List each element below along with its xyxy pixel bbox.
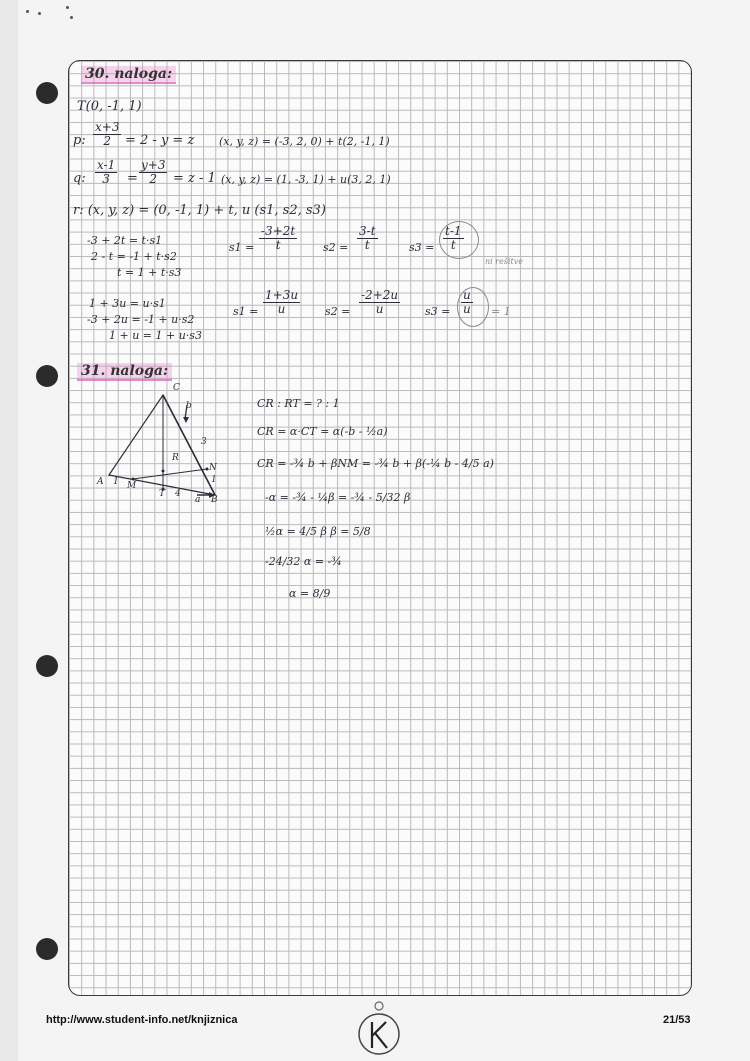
fraction-numerator: -2+2u <box>361 288 399 302</box>
line-p-equation: = 2 - y = z <box>125 133 195 148</box>
system2-row1: 1 + 3u = u·s1 <box>89 297 166 310</box>
vertex-b-label: B <box>211 495 218 505</box>
s1-label-b: s1 = <box>233 305 259 318</box>
line-q-fraction-x <box>95 159 117 186</box>
fraction-numerator: -3+2t <box>261 224 296 238</box>
binder-hole <box>36 365 58 387</box>
system1-row3: t = 1 + t·s3 <box>117 266 182 279</box>
vector-a-label: a <box>195 495 201 505</box>
paper-left-edge <box>0 0 18 1061</box>
equation-alpha-solve: -24/32 α = -¾ <box>265 555 342 568</box>
fraction-denominator: t <box>364 238 370 252</box>
s1-fraction-b <box>263 289 300 316</box>
point-t: T(0, -1, 1) <box>77 99 142 114</box>
equals-sign: = <box>127 171 138 186</box>
s2-fraction-b <box>359 289 400 316</box>
s1-label-a: s1 = <box>229 241 255 254</box>
heading-problem-31: 31. naloga: <box>77 363 172 381</box>
fraction-denominator: u <box>277 302 286 316</box>
line-q-label: q: <box>73 171 86 186</box>
fraction-denominator: 2 <box>103 134 112 148</box>
fraction-numerator: u <box>463 288 471 302</box>
fraction-denominator: u <box>375 302 384 316</box>
margin-note: ni rešitve <box>485 257 523 266</box>
fraction-denominator: u <box>463 302 471 316</box>
point-n-label: N <box>209 463 217 473</box>
binder-hole <box>36 938 58 960</box>
fraction-numerator: y+3 <box>141 158 166 172</box>
s2-label-a: s2 = <box>323 241 349 254</box>
circled-fraction <box>439 221 479 259</box>
equation-cr-beta: CR = -¾ b + βNM = -¾ b + β(-¼ b - 4/5 a) <box>257 457 494 470</box>
s2-fraction-a <box>357 225 378 252</box>
equation-cr-alpha: CR = α·CT = α(-b - ½a) <box>257 425 388 438</box>
vector-b-label: b <box>186 401 192 411</box>
equation-beta-value: ½α = 4/5 β β = 5/8 <box>265 525 371 538</box>
line-p-parametric: (x, y, z) = (-3, 2, 0) + t(2, -1, 1) <box>219 135 390 148</box>
point-t-label: T <box>159 489 166 499</box>
line-p-fraction <box>93 121 121 148</box>
fraction-denominator: t <box>450 238 456 252</box>
speckles <box>24 4 84 24</box>
system2-row2: -3 + 2u = -1 + u·s2 <box>87 313 195 326</box>
fraction-denominator: 3 <box>102 172 110 186</box>
margin-result: = 1 <box>491 305 511 318</box>
binder-hole <box>36 82 58 104</box>
s2-label-b: s2 = <box>325 305 351 318</box>
length-4-label: 4 <box>175 489 181 499</box>
vertex-c-label: C <box>173 383 180 393</box>
length-1-label: 1 <box>113 477 119 487</box>
watermark-logo <box>356 1000 402 1058</box>
length-3-label: 3 <box>201 437 207 447</box>
binder-hole <box>36 655 58 677</box>
line-p-label: p: <box>73 133 86 148</box>
fraction-denominator: t <box>275 238 281 252</box>
grid-paper <box>68 60 692 996</box>
length-1-label: 1 <box>211 475 217 485</box>
fraction-numerator: t-1 <box>445 224 462 238</box>
line-r-equation: r: (x, y, z) = (0, -1, 1) + t, u (s1, s2, s3) <box>73 203 326 218</box>
line-q-fraction-y <box>139 159 167 186</box>
heading-problem-30: 30. naloga: <box>81 66 176 84</box>
equation-alpha-result: α = 8/9 <box>289 587 331 600</box>
fraction-numerator: 1+3u <box>265 288 299 302</box>
fraction-numerator: 3-t <box>359 224 376 238</box>
point-r-label: R <box>172 453 179 463</box>
fraction-numerator: x+3 <box>95 120 120 134</box>
ratio-line: CR : RT = ? : 1 <box>257 397 340 410</box>
s1-fraction-a <box>259 225 297 252</box>
line-q-parametric: (x, y, z) = (1, -3, 1) + u(3, 2, 1) <box>221 173 391 186</box>
point-m-label: M <box>127 481 137 491</box>
system2-row3: 1 + u = 1 + u·s3 <box>109 329 202 342</box>
system1-row1: -3 + 2t = t·s1 <box>87 234 163 247</box>
footer-url: http://www.student-info.net/knjiznica <box>46 1014 238 1026</box>
fraction-numerator: x-1 <box>97 158 116 172</box>
circled-fraction <box>457 287 489 327</box>
s3-label-a: s3 = <box>409 241 435 254</box>
footer-page-number: 21/53 <box>663 1014 691 1026</box>
line-q-equation: = z - 1 <box>173 171 216 186</box>
fraction-denominator: 2 <box>149 172 158 186</box>
vertex-a-label: A <box>97 477 104 487</box>
equation-alpha-beta: -α = -¾ - ¼β = -¾ - 5/32 β <box>265 491 411 504</box>
system1-row2: 2 - t = -1 + t·s2 <box>91 250 177 263</box>
s3-label-b: s3 = <box>425 305 451 318</box>
